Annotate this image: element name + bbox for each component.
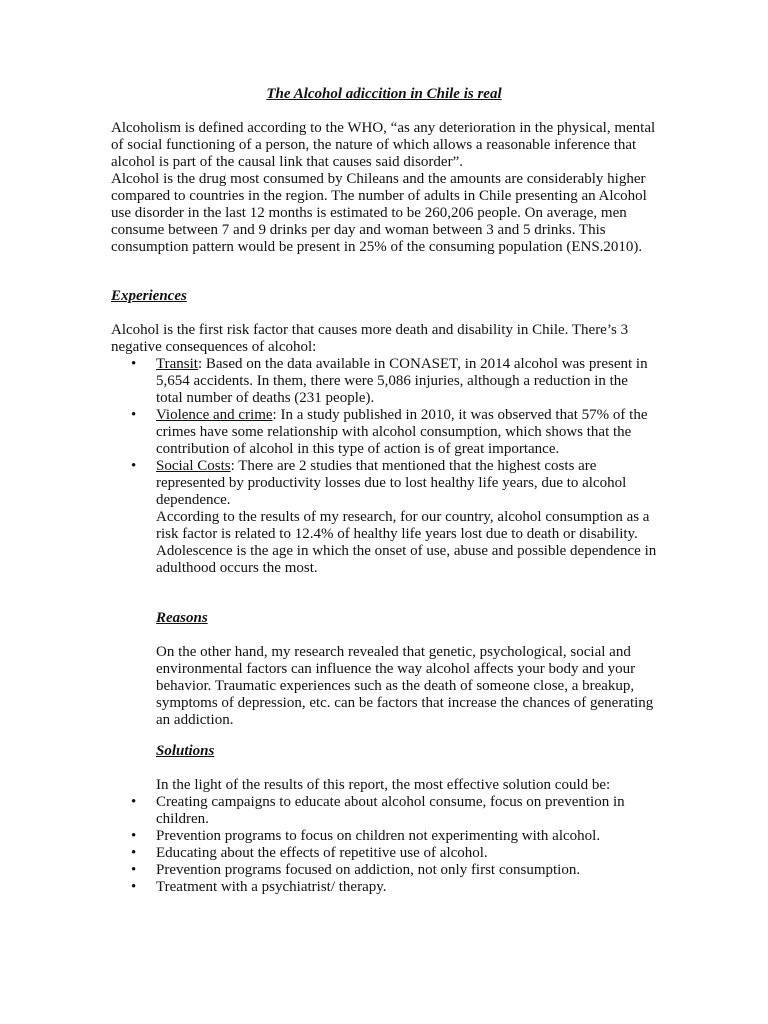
experiences-section (111, 288, 657, 577)
intro-section (111, 120, 657, 256)
social-costs-label: Social Costs (156, 458, 231, 474)
social-costs-adolescence: Adolescence is the age in which the onset of use, abuse and possible dependence in adulthood occurs the most. (156, 543, 657, 576)
social-costs-research: According to the results of my research, for our country, alcohol consumption as a risk factor is related to 12.4% of healthy life years lost due to death or disability. (156, 509, 650, 542)
list-item-social-costs (111, 458, 657, 577)
list-item: • Prevention programs to focus on children not experimenting with alcohol. (111, 828, 657, 845)
list-item-violence (111, 407, 657, 458)
solutions-heading: Solutions (156, 743, 215, 759)
list-item: • Prevention programs focused on addiction, not only first consumption. (111, 862, 657, 879)
reasons-paragraph: On the other hand, my research revealed that genetic, psychological, social and environmental factors can influence the way alcohol affects your body and your behavior. Traumatic experiences such as the death of someone close, a breakup, symptoms of depression, etc. can be factors that increase the chances of generating an addiction. (156, 644, 654, 728)
document-title: The Alcohol adiccition in Chile is real (266, 86, 502, 102)
list-item-transit (111, 356, 657, 407)
solutions-lead: In the light of the results of this report, the most effective solution could be: (156, 777, 611, 793)
experiences-heading: Experiences (111, 288, 187, 304)
experiences-lead: Alcohol is the first risk factor that causes more death and disability in Chile. There’s 3 negative consequences of alcohol: (111, 322, 629, 355)
solutions-section (111, 743, 657, 896)
list-item: • Creating campaigns to educate about alcohol consume, focus on prevention in children. (111, 794, 657, 828)
list-item: • Educating about the effects of repetitive use of alcohol. (111, 845, 657, 862)
intro-paragraph-consumption: Alcohol is the drug most consumed by Chileans and the amounts are considerably higher compared to countries in the region. The number of adults in Chile presenting an Alcohol use disorder in the last 12 months is estimated to be 260,206 people. On average, men consume between 7 and 9 drinks per day and woman between 3 and 5 drinks. This consumption pattern would be present in 25% of the consuming population (ENS.2010). (111, 171, 647, 255)
social-costs-text: : There are 2 studies that mentioned that the highest costs are represented by productivity losses due to lost healthy life years, due to alcohol dependence. (156, 458, 627, 508)
transit-text: : Based on the data available in CONASET, in 2014 alcohol was present in 5,654 accidents. In them, there were 5,086 injuries, although a reduction in the total number of deaths (231 people). (156, 356, 648, 406)
list-item: • Treatment with a psychiatrist/ therapy. (111, 879, 657, 896)
violence-label: Violence and crime (156, 407, 273, 423)
transit-label: Transit (156, 356, 198, 372)
violence-text: : In a study published in 2010, it was observed that 57% of the crimes have some relationship with alcohol consumption, which shows that the contribution of alcohol in this type of action is of great importance. (156, 407, 648, 457)
solutions-list (111, 794, 657, 896)
reasons-heading: Reasons (156, 610, 208, 626)
reasons-section (111, 610, 657, 729)
experiences-list (111, 356, 657, 577)
intro-paragraph-who: Alcoholism is defined according to the WHO, “as any deterioration in the physical, mental of social functioning of a person, the nature of which allows a reasonable inference that alcohol is part of the causal link that causes said disorder”. (111, 120, 656, 170)
